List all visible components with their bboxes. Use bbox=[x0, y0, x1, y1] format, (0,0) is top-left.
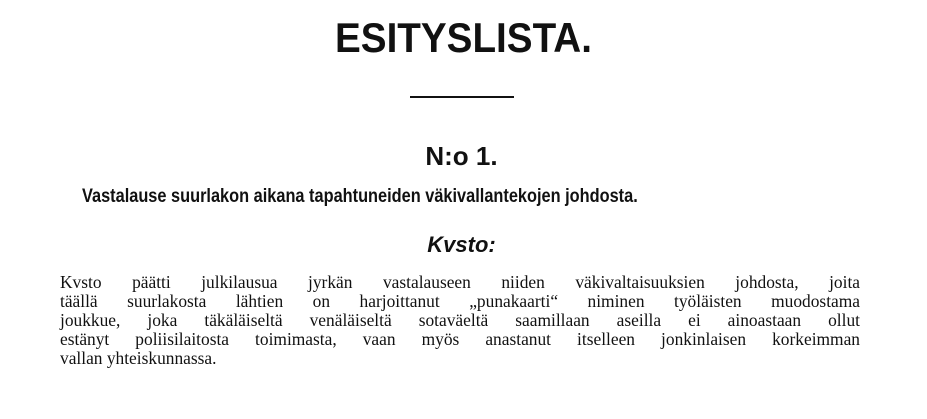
body-paragraph bbox=[60, 273, 860, 368]
body-line: joukkue, joka täkäläiseltä venäläiseltä sotaväeltä saamillaan aseilla ei ainoastaan ollut bbox=[60, 310, 860, 330]
document-title: ESITYSLISTA. bbox=[335, 14, 592, 61]
body-line: täällä suurlakosta lähtien on harjoittanut „punakaarti“ niminen työläisten muodostama bbox=[60, 291, 860, 311]
title-divider bbox=[410, 96, 514, 98]
section-heading: Kvsto: bbox=[427, 232, 496, 257]
body-line: vallan yhteiskunnassa. bbox=[60, 348, 217, 368]
body-line: Kvsto päätti julkilausua jyrkän vastalauseen niiden väkivaltaisuuksien johdosta, joita bbox=[60, 272, 860, 292]
item-number: N:o 1. bbox=[425, 141, 498, 171]
body-line: estänyt poliisilaitosta toimimasta, vaan myös anastanut itselleen jonkinlaisen korkeimman bbox=[60, 329, 860, 349]
item-subject: Vastalause suurlakon aikana tapahtuneiden väkivallantekojen johdosta. bbox=[82, 186, 638, 207]
